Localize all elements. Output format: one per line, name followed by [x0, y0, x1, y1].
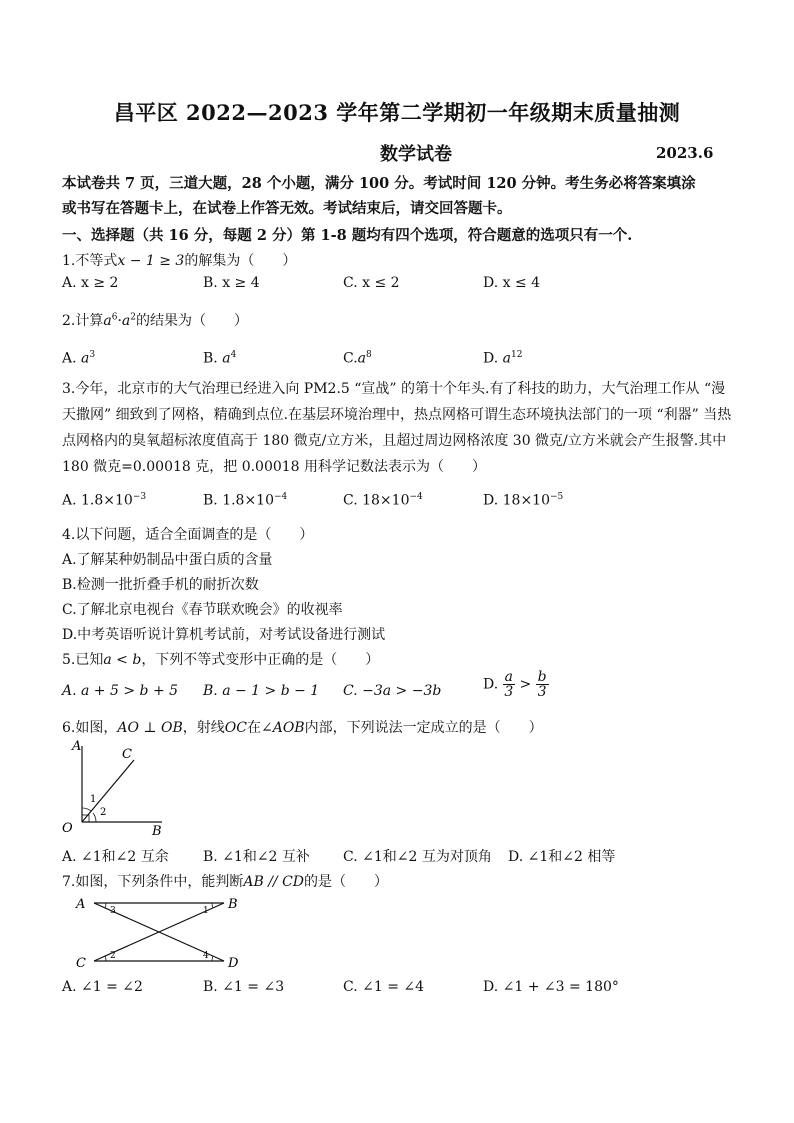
exam-subtitle: 数学试卷 — [380, 144, 452, 165]
q1-option-b[interactable]: B. x ≥ 4 — [203, 275, 260, 291]
q1-prefix: 1.不等式 — [62, 253, 118, 269]
q2-b-base: a — [222, 350, 231, 367]
q4-option-b[interactable]: B.检测一批折叠手机的耐折次数 — [62, 577, 259, 593]
q4-option-d[interactable]: D.中考英语听说计算机考试前，对考试设备进行测试 — [62, 627, 386, 643]
q3-c-label: C. 18×10 — [343, 492, 410, 509]
q2-a-label: A. — [62, 350, 77, 367]
q3-option-b[interactable] — [203, 492, 287, 509]
q2-a-exp: 3 — [89, 350, 96, 360]
q6-angle-2-arc — [93, 813, 96, 822]
intro-line-2: 或书写在答题卡上，在试卷上作答无效。考试结束后，请交回答题卡。 — [62, 200, 512, 217]
q3-d-exp: −5 — [550, 492, 564, 502]
q7-option-b[interactable]: B. ∠1 = ∠3 — [203, 979, 285, 995]
q1-option-c[interactable]: C. x ≤ 2 — [343, 275, 400, 291]
q2-base-1: a — [103, 313, 112, 329]
q6-condition: AO ⊥ OB — [117, 720, 183, 736]
q6-angle: ∠AOB — [260, 720, 305, 736]
q2-a-base: a — [81, 350, 90, 367]
q7-option-d[interactable]: D. ∠1 + ∠3 = 180° — [483, 979, 619, 995]
q6-label-o: O — [62, 821, 73, 836]
q1-option-a[interactable]: A. x ≥ 2 — [62, 275, 119, 291]
q6-suffix: 内部，下列说法一定成立的是（ ） — [304, 720, 543, 736]
q2-option-a[interactable] — [62, 350, 95, 367]
q5-condition: a < b — [103, 652, 142, 668]
q2-c-label: C. — [343, 350, 358, 367]
q6-label-a: A — [72, 739, 82, 754]
q6-mid: ，射线 — [182, 720, 225, 736]
q1-expression: x − 1 ≥ 3 — [117, 253, 185, 269]
q3-option-c[interactable] — [343, 492, 423, 509]
q6-option-a[interactable]: A. ∠1和∠2 互余 — [62, 849, 169, 865]
q7-angle-3-arc — [105, 903, 106, 908]
q5-d-frac-right — [536, 670, 549, 699]
q2-option-c[interactable] — [343, 350, 372, 367]
q3-option-a[interactable] — [62, 492, 146, 509]
q7-condition: AB // CD — [243, 874, 305, 890]
q5-d-num-2: b — [537, 669, 547, 685]
q7-prefix: 7.如图，下列条件中，能判断 — [62, 874, 244, 890]
q2-c-exp: 8 — [366, 350, 372, 360]
q6-ray-oc — [82, 760, 134, 822]
question-7-stem — [62, 871, 388, 891]
q5-d-operator: > — [519, 676, 532, 693]
question-5-stem — [62, 649, 379, 669]
q7-label-angle-4: 4 — [203, 951, 209, 961]
q5-option-b[interactable]: B. a − 1 > b − 1 — [203, 683, 320, 699]
q7-angle-4-arc — [212, 956, 213, 961]
q7-angle-2-arc — [105, 956, 106, 961]
q2-c-base: a — [357, 350, 367, 367]
q3-b-exp: −4 — [274, 492, 288, 502]
q3-d-label: D. 18×10 — [483, 492, 550, 509]
q2-option-b[interactable] — [203, 350, 236, 367]
q6-option-b[interactable]: B. ∠1和∠2 互补 — [203, 849, 310, 865]
question-6-stem — [62, 717, 543, 737]
q7-figure — [62, 892, 252, 972]
q6-figure — [62, 736, 172, 838]
q7-option-c[interactable]: C. ∠1 = ∠4 — [343, 979, 425, 995]
q4-option-a[interactable]: A.了解某种奶制品中蛋白质的含量 — [62, 552, 273, 568]
q7-option-a[interactable]: A. ∠1 = ∠2 — [62, 979, 143, 995]
q2-prefix: 2.计算 — [62, 313, 104, 329]
q3-a-exp: −3 — [132, 492, 147, 502]
question-2-stem — [62, 310, 248, 330]
q6-option-c[interactable]: C. ∠1和∠2 互为对顶角 — [343, 849, 492, 865]
q2-b-exp: 4 — [230, 350, 237, 360]
q2-b-label: B. — [203, 350, 218, 367]
question-1-stem — [62, 250, 296, 270]
q5-suffix: ，下列不等式变形中正确的是（ ） — [141, 652, 380, 668]
q2-exp-1: 6 — [111, 312, 118, 323]
q5-d-den-1: 3 — [504, 684, 514, 700]
q7-label-a: A — [76, 897, 86, 912]
q5-option-c[interactable]: C. −3a > −3b — [343, 683, 442, 699]
q3-option-d[interactable] — [483, 492, 563, 509]
q6-label-angle-1: 1 — [90, 794, 97, 805]
q5-d-num-1: a — [504, 669, 513, 685]
q7-label-angle-3: 3 — [110, 906, 116, 916]
q1-option-d[interactable]: D. x ≤ 4 — [483, 275, 541, 291]
question-4-stem: 4.以下问题，适合全面调查的是（ ） — [62, 527, 314, 543]
q7-label-c: C — [76, 956, 86, 971]
q6-option-d[interactable]: D. ∠1和∠2 相等 — [508, 849, 616, 865]
intro-line-1: 本试卷共 7 页，三道大题，28 个小题，满分 100 分。考试时间 120 分钟。考生务必将答案填涂 — [62, 175, 696, 192]
q7-label-angle-1: 1 — [203, 906, 209, 916]
q7-label-b: B — [228, 897, 238, 912]
q2-option-d[interactable] — [483, 350, 522, 367]
q6-mid-2: 在 — [246, 720, 261, 736]
q2-exp-2: 2 — [130, 312, 136, 323]
q3-b-label: B. 1.8×10 — [203, 492, 274, 509]
q7-label-d: D — [228, 956, 239, 971]
q6-label-angle-2: 2 — [100, 807, 107, 818]
q4-option-c[interactable]: C.了解北京电视台《春节联欢晚会》的收视率 — [62, 602, 343, 618]
exam-date: 2023.6 — [656, 144, 714, 162]
q2-suffix: 的结果为（ ） — [136, 313, 248, 329]
q3-a-label: A. 1.8×10 — [62, 492, 133, 509]
q6-angle-1-arc — [82, 808, 91, 811]
q5-prefix: 5.已知 — [62, 652, 104, 668]
q2-d-base: a — [502, 350, 511, 367]
q7-angle-1-arc — [212, 903, 213, 908]
q5-option-d[interactable] — [483, 670, 549, 699]
section-heading: 一、选择题（共 16 分，每题 2 分）第 1-8 题均有四个选项，符合题意的选项只有一个. — [62, 227, 633, 244]
q2-d-label: D. — [483, 350, 499, 367]
q5-d-frac-left — [503, 670, 515, 699]
q2-d-exp: 12 — [511, 350, 523, 360]
q7-label-angle-2: 2 — [110, 951, 116, 961]
q5-d-den-2: 3 — [537, 684, 547, 700]
q2-dot: · — [117, 313, 122, 329]
question-3-stem: 3.今年，北京市的大气治理已经进入向 PM2.5 “宣战” 的第十个年头.有了科技的助力，大气治理工作从 “漫天撒网” 细致到了网格，精确到点位.在基层环境治理中，热点网格可谓生态环境执法部门的一项 “利器” 当热点网格内的臭氧超标浓度值高于 180 微克/立方米，且超过周边网格浓度 30 微克/立方米就会产生报警.其中 180 微克=0.00018 克，把 0.00018 用科学记数法表示为（ ） — [62, 381, 732, 475]
q5-option-a[interactable]: A. a + 5 > b + 5 — [62, 683, 179, 699]
exam-title: 昌平区 2022—2023 学年第二学期初一年级期末质量抽测 — [113, 100, 681, 125]
q1-suffix: 的解集为（ ） — [184, 253, 297, 269]
q6-prefix: 6.如图， — [62, 720, 118, 736]
q2-base-2: a — [121, 313, 131, 329]
q5-d-label: D. — [483, 676, 499, 693]
q6-label-c: C — [122, 747, 132, 762]
q7-suffix: 的是（ ） — [304, 874, 389, 890]
q6-ray: OC — [224, 720, 247, 736]
q3-c-exp: −4 — [409, 492, 423, 502]
q6-label-b: B — [152, 824, 162, 838]
